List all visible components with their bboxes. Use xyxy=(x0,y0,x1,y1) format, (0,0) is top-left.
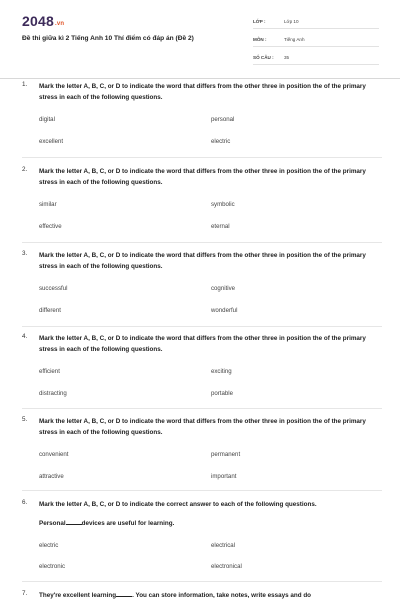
meta-value: Tiếng Anh xyxy=(284,36,305,42)
option-c[interactable]: different xyxy=(39,307,61,314)
logo-suffix: .vn xyxy=(54,21,65,27)
question-text: Mark the letter A, B, C, or D to indicate the correct answer to each of the following questions. xyxy=(39,501,317,508)
option-a[interactable]: electric xyxy=(39,542,59,549)
answer-blank xyxy=(116,591,132,597)
question-number: 4. xyxy=(22,333,28,340)
question-number: 6. xyxy=(22,499,28,506)
meta-key: MÔN : xyxy=(253,36,267,42)
question-text: Mark the letter A, B, C, or D to indicate the word that differs from the other three in position the of the primary stress in each of the following questions. xyxy=(39,83,366,101)
meta-value: Lớp 10 xyxy=(284,18,299,24)
question-text: Mark the letter A, B, C, or D to indicate the word that differs from the other three in position the of the primary stress in each of the following questions. xyxy=(39,252,366,270)
question-text: Mark the letter A, B, C, or D to indicate the word that differs from the other three in position the of the primary stress in each of the following questions. xyxy=(39,335,366,353)
question-divider xyxy=(22,157,382,158)
question-divider xyxy=(22,408,382,409)
option-c[interactable]: electronic xyxy=(39,563,66,570)
meta-row-subject xyxy=(253,32,379,47)
option-a[interactable]: similar xyxy=(39,201,57,208)
question-divider xyxy=(22,490,382,491)
question-number: 1. xyxy=(22,81,28,88)
question-number: 5. xyxy=(22,416,28,423)
question-text xyxy=(39,590,384,601)
meta-value: 35 xyxy=(284,54,290,60)
option-c[interactable]: effective xyxy=(39,223,62,230)
question-text: Mark the letter A, B, C, or D to indicate the word that differs from the other three in position the of the primary stress in each of the following questions. xyxy=(39,168,366,186)
option-d[interactable]: wonderful xyxy=(211,307,238,314)
question-divider xyxy=(22,581,382,582)
option-c[interactable]: excellent xyxy=(39,138,64,145)
question-number: 3. xyxy=(22,250,28,257)
logo-main: 2048 xyxy=(22,13,54,29)
option-b[interactable]: symbolic xyxy=(211,201,235,208)
site-logo[interactable] xyxy=(22,13,64,29)
answer-blank xyxy=(66,519,82,525)
meta-row-class xyxy=(253,14,379,29)
stem-before: Personal xyxy=(39,520,66,527)
option-b[interactable]: cognitive xyxy=(211,285,236,292)
question-number: 7. xyxy=(22,590,28,597)
question-divider xyxy=(22,242,382,243)
meta-key: SỐ CÂU : xyxy=(253,54,274,60)
option-d[interactable]: important xyxy=(211,473,237,480)
option-d[interactable]: electric xyxy=(211,138,231,145)
page-header xyxy=(0,0,400,79)
option-a[interactable]: convenient xyxy=(39,451,69,458)
document-title: Đề thi giữa kì 2 Tiếng Anh 10 Thí điểm có đáp án (Đề 2) xyxy=(22,35,194,42)
text-before: They're excellent learning xyxy=(39,592,117,599)
option-a[interactable]: efficient xyxy=(39,368,60,375)
question-number: 2. xyxy=(22,166,28,173)
option-d[interactable]: eternal xyxy=(211,223,230,230)
option-b[interactable]: exciting xyxy=(211,368,232,375)
meta-row-question-count xyxy=(253,50,379,65)
option-c[interactable]: distracting xyxy=(39,390,67,397)
option-d[interactable]: electronical xyxy=(211,563,242,570)
question-text: Mark the letter A, B, C, or D to indicate the word that differs from the other three in position the of the primary stress in each of the following questions. xyxy=(39,418,366,436)
document-meta xyxy=(253,14,379,68)
option-b[interactable]: permanent xyxy=(211,451,241,458)
stem-after: devices are useful for learning. xyxy=(81,520,175,527)
question-stem xyxy=(39,519,174,527)
option-a[interactable]: successful xyxy=(39,285,68,292)
text-after: . You can store information, take notes, write essays and do xyxy=(132,592,312,599)
option-a[interactable]: digital xyxy=(39,116,55,123)
option-c[interactable]: attractive xyxy=(39,473,64,480)
option-b[interactable]: personal xyxy=(211,116,235,123)
option-d[interactable]: portable xyxy=(211,390,234,397)
meta-key: LỚP : xyxy=(253,18,266,24)
option-b[interactable]: electrical xyxy=(211,542,236,549)
question-divider xyxy=(22,326,382,327)
